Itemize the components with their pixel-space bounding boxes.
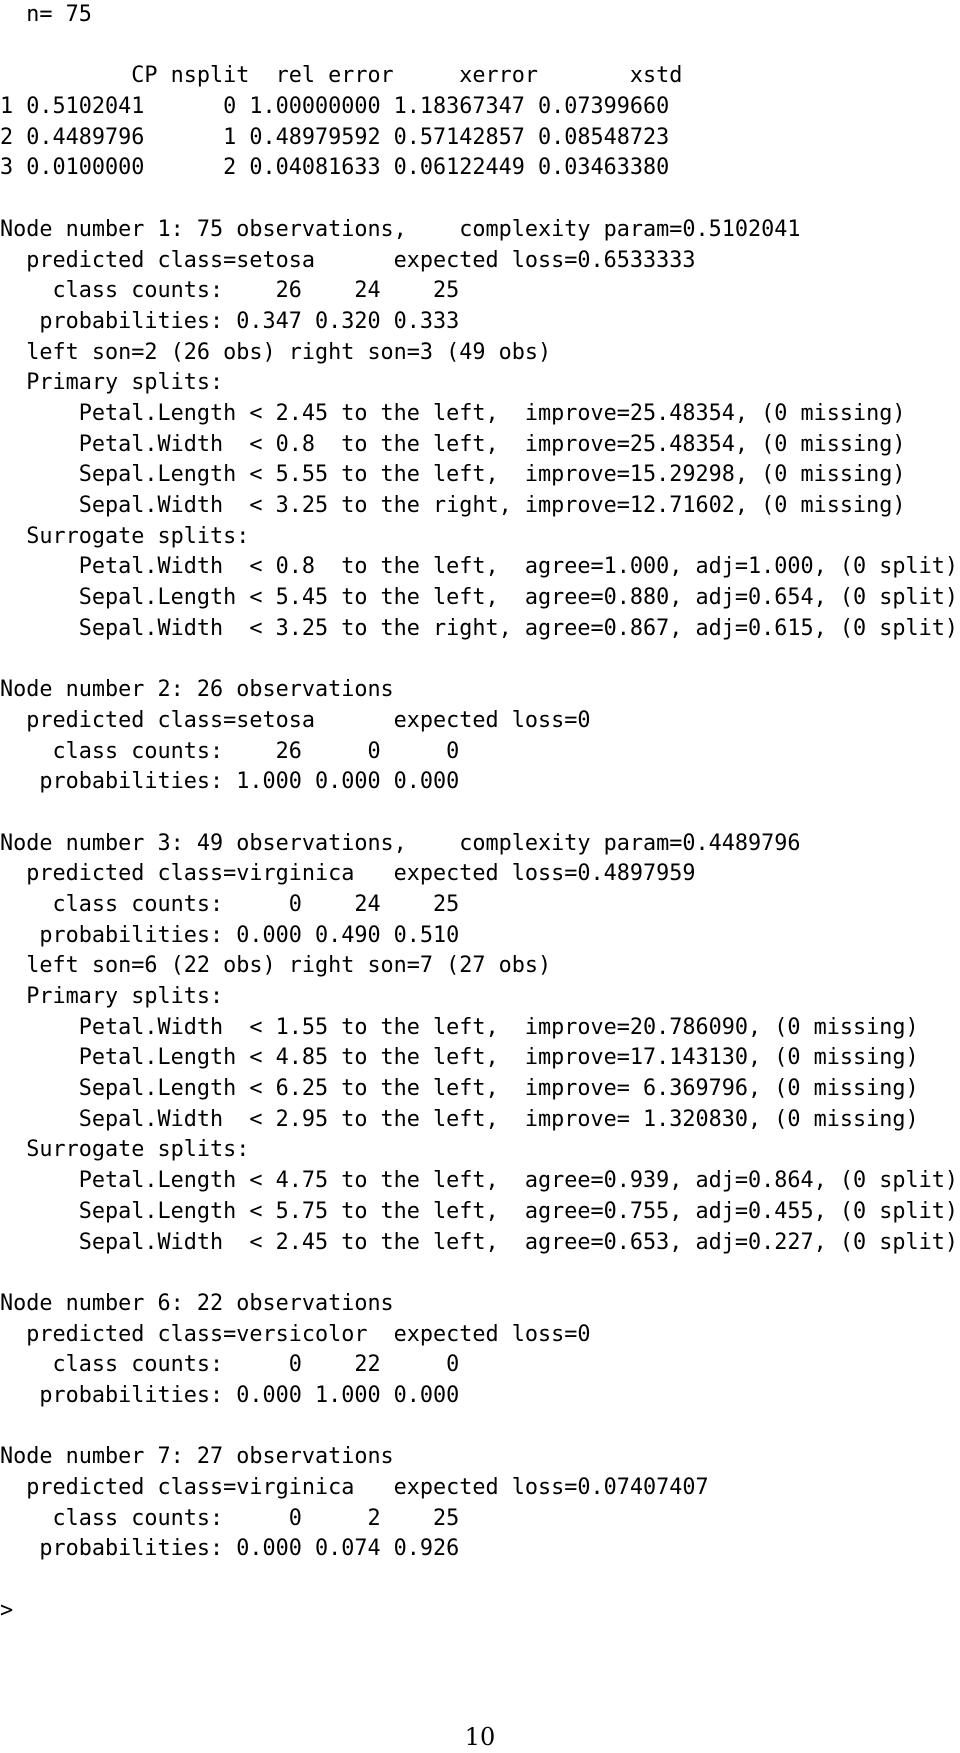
console-line: Sepal.Length < 6.25 to the left, improve= 6.369796, (0 missing) bbox=[0, 1076, 919, 1102]
console-line: Node number 1: 75 observations, complexity param=0.5102041 bbox=[0, 216, 801, 242]
console-line: n= 75 bbox=[0, 2, 92, 27]
console-line: predicted class=setosa expected loss=0 bbox=[0, 707, 591, 733]
console-line: class counts: 0 24 25 bbox=[0, 891, 460, 917]
console-line: Surrogate splits: bbox=[0, 523, 250, 549]
console-line: class counts: 0 22 0 bbox=[0, 1352, 460, 1378]
console-line: Sepal.Length < 5.75 to the left, agree=0.755, adj=0.455, (0 split) bbox=[0, 1198, 958, 1224]
console-line: Node number 7: 27 observations bbox=[0, 1444, 394, 1470]
console-line: class counts: 26 24 25 bbox=[0, 278, 460, 304]
console-line: probabilities: 0.347 0.320 0.333 bbox=[0, 308, 460, 334]
console-line: Primary splits: bbox=[0, 984, 224, 1009]
console-line bbox=[0, 184, 958, 215]
console-line: CP nsplit rel error xerror xstd bbox=[0, 63, 683, 89]
console-line: class counts: 26 0 0 bbox=[0, 738, 460, 764]
console-line: Petal.Length < 2.45 to the left, improve=25.48354, (0 missing) bbox=[0, 400, 906, 426]
console-line: Node number 3: 49 observations, complexity param=0.4489796 bbox=[0, 830, 801, 856]
console-line: 1 0.5102041 0 1.00000000 1.18367347 0.07399660 bbox=[0, 94, 670, 120]
console-line bbox=[0, 1258, 958, 1289]
console-line: predicted class=virginica expected loss=0.07407407 bbox=[0, 1475, 709, 1500]
console-line: probabilities: 0.000 1.000 0.000 bbox=[0, 1382, 460, 1408]
console-line: Sepal.Length < 5.45 to the left, agree=0.880, adj=0.654, (0 split) bbox=[0, 585, 958, 611]
console-line: Sepal.Width < 3.25 to the right, agree=0.867, adj=0.615, (0 split) bbox=[0, 615, 958, 641]
console-line: predicted class=versicolor expected loss=0 bbox=[0, 1321, 591, 1347]
page-number: 10 bbox=[464, 1723, 496, 1751]
console-line: Surrogate splits: bbox=[0, 1137, 250, 1163]
console-line: Node number 6: 22 observations bbox=[0, 1290, 394, 1316]
console-line bbox=[0, 1565, 958, 1596]
console-line: probabilities: 1.000 0.000 0.000 bbox=[0, 769, 460, 795]
console-line bbox=[0, 31, 958, 62]
console-line: Sepal.Width < 2.95 to the left, improve= 1.320830, (0 missing) bbox=[0, 1106, 919, 1132]
console-line: class counts: 0 2 25 bbox=[0, 1505, 460, 1531]
console-line: left son=2 (26 obs) right son=3 (49 obs) bbox=[0, 339, 552, 365]
console-line: left son=6 (22 obs) right son=7 (27 obs) bbox=[0, 953, 552, 979]
console-line: predicted class=virginica expected loss=0.4897959 bbox=[0, 861, 696, 887]
console-line: Petal.Length < 4.85 to the left, improve=17.143130, (0 missing) bbox=[0, 1045, 919, 1071]
console-line: Petal.Length < 4.75 to the left, agree=0.939, adj=0.864, (0 split) bbox=[0, 1168, 958, 1194]
console-line: 3 0.0100000 2 0.04081633 0.06122449 0.03463380 bbox=[0, 155, 670, 181]
console-line: probabilities: 0.000 0.490 0.510 bbox=[0, 922, 460, 948]
console-line bbox=[0, 798, 958, 829]
console-line: Petal.Width < 0.8 to the left, agree=1.000, adj=1.000, (0 split) bbox=[0, 554, 958, 580]
console-line: Primary splits: bbox=[0, 370, 224, 396]
console-line: predicted class=setosa expected loss=0.6533333 bbox=[0, 247, 696, 273]
console-line: Petal.Width < 1.55 to the left, improve=20.786090, (0 missing) bbox=[0, 1014, 919, 1040]
console-line: Sepal.Width < 2.45 to the left, agree=0.653, adj=0.227, (0 split) bbox=[0, 1229, 958, 1255]
console-line: Sepal.Length < 5.55 to the left, improve=15.29298, (0 missing) bbox=[0, 462, 906, 488]
console-prompt: > bbox=[0, 1597, 14, 1623]
console-line: Node number 2: 26 observations bbox=[0, 677, 394, 703]
console-line: 2 0.4489796 1 0.48979592 0.57142857 0.08548723 bbox=[0, 124, 670, 150]
console-line: probabilities: 0.000 0.074 0.926 bbox=[0, 1536, 460, 1562]
console-line bbox=[0, 644, 958, 675]
console-line: Petal.Width < 0.8 to the left, improve=25.48354, (0 missing) bbox=[0, 431, 906, 457]
console-line: Sepal.Width < 3.25 to the right, improve=12.71602, (0 missing) bbox=[0, 493, 906, 518]
console-line bbox=[0, 1412, 958, 1443]
